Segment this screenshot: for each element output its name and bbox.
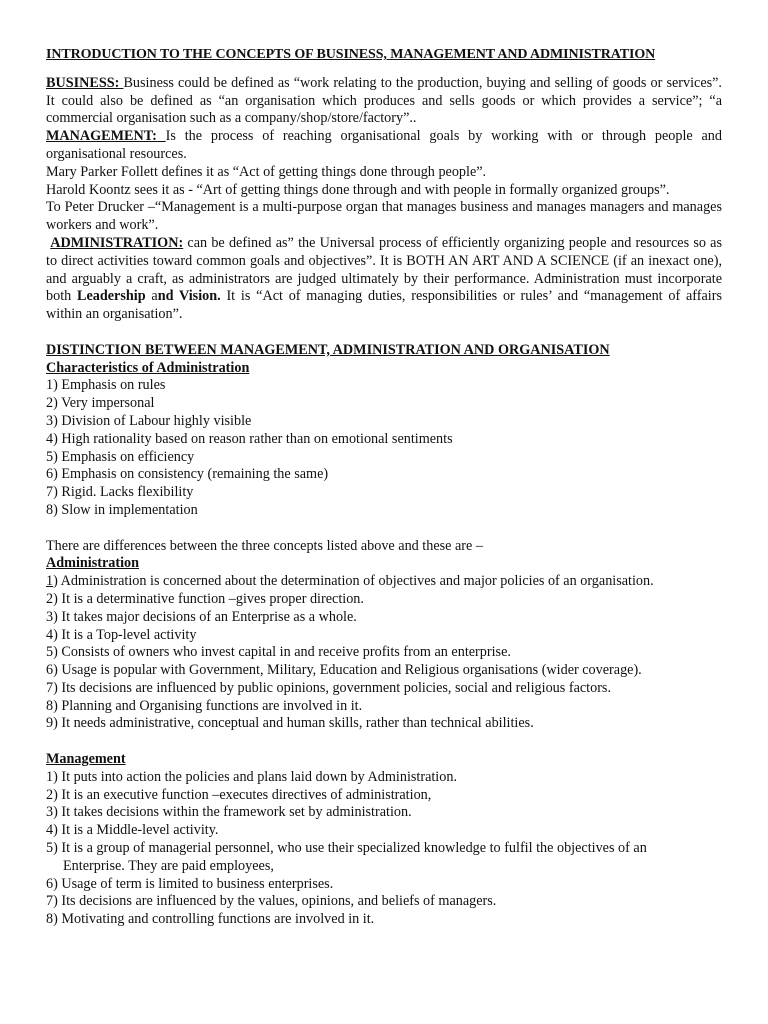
distinction-heading: DISTINCTION BETWEEN MANAGEMENT, ADMINISTRATION AND ORGANISATION xyxy=(46,341,610,358)
list-item: 3) It takes major decisions of an Enterprise as a whole. xyxy=(46,608,357,625)
list-item: 4) It is a Top-level activity xyxy=(46,626,197,643)
drucker-quote: To Peter Drucker –“Management is a multi-purpose organ that manages business and manages managers and manages workers and work”. xyxy=(46,199,722,234)
administration-list xyxy=(46,573,722,733)
management-definition: Is the process of reaching organisational goals by working with or through people and organisational resources. xyxy=(46,128,722,162)
list-item xyxy=(46,573,722,591)
management-term: MANAGEMENT: xyxy=(46,128,166,145)
characteristics-list xyxy=(46,377,722,519)
first-item-text: ) Administration is concerned about the determination of objectives and major policies of an organisation. xyxy=(53,573,654,590)
and-nd: nd xyxy=(157,288,180,305)
list-item: 1) Emphasis on rules xyxy=(46,377,166,394)
list-item: 6) Usage is popular with Government, Military, Education and Religious organisations (wider coverage). xyxy=(46,662,642,679)
list-item: 5) Consists of owners who invest capital in and receive profits from an enterprise. xyxy=(46,644,511,661)
list-item: 6) Usage of term is limited to business enterprises. xyxy=(46,875,334,892)
list-item: 3) Division of Labour highly visible xyxy=(46,412,252,429)
vision-word: Vision. xyxy=(179,288,221,305)
list-item: 3) It takes decisions within the framework set by administration. xyxy=(46,804,412,821)
administration-text-1: can be defined as” the Universal process of efficiently organizing people and resources so as to direct activities toward common goals and objectives”. It is BOTH AN ART AND A SCIENCE (if an inexact one), and arguably a craft, as administrators are judged ultimately by their performance. Administration must incorporate both xyxy=(46,234,722,305)
management-paragraph xyxy=(46,128,722,164)
and-a: a xyxy=(145,288,158,305)
first-item-number: 1 xyxy=(46,573,54,590)
follett-quote: Mary Parker Follett defines it as “Act of getting things done through people”. xyxy=(46,163,487,180)
differences-intro: There are differences between the three concepts listed above and these are – xyxy=(46,537,483,554)
characteristics-subheading: Characteristics of Administration xyxy=(46,359,250,376)
list-item: 2) It is an executive function –executes directives of administration, xyxy=(46,786,432,803)
list-item: 8) Motivating and controlling functions are involved in it. xyxy=(46,911,375,928)
administration-text-2: It is “Act of managing duties, responsibilities or rules’ and “management of affairs within an organisation”. xyxy=(46,288,722,323)
list-item: 7) Its decisions are influenced by public opinions, government policies, social and religious factors. xyxy=(46,679,611,696)
administration-list-heading: Administration xyxy=(46,555,140,572)
list-item: 7) Rigid. Lacks flexibility xyxy=(46,484,194,501)
list-item: 7) Its decisions are influenced by the values, opinions, and beliefs of managers. xyxy=(46,893,497,910)
leadership-word: Leadership xyxy=(77,288,146,305)
list-item: 1) It puts into action the policies and plans laid down by Administration. xyxy=(46,768,457,785)
business-definition: Business could be defined as “work relating to the production, buying and selling of goods or services”. It could also be defined as “an organisation which produces and sells goods or which provides a service”; “a commercial organisation such as a company/shop/store/factory”.. xyxy=(46,74,722,127)
list-item: 2) Very impersonal xyxy=(46,395,155,412)
list-item: 5) It is a group of managerial personnel, who use their specialized knowledge to fulfil the objectives of an xyxy=(46,840,647,857)
document-title: INTRODUCTION TO THE CONCEPTS OF BUSINESS, MANAGEMENT AND ADMINISTRATION xyxy=(46,47,656,62)
koontz-quote: Harold Koontz sees it as - “Art of getting things done through and with people in formally organized groups”. xyxy=(46,181,670,198)
list-item: 6) Emphasis on consistency (remaining the same) xyxy=(46,466,329,483)
management-list-heading: Management xyxy=(46,751,126,768)
administration-paragraph xyxy=(46,235,722,324)
list-item: 9) It needs administrative, conceptual and human skills, rather than technical abilities. xyxy=(46,715,534,732)
business-paragraph xyxy=(46,75,722,128)
list-item: 8) Slow in implementation xyxy=(46,501,198,518)
business-term: BUSINESS: xyxy=(46,74,124,91)
list-item: 2) It is a determinative function –gives proper direction. xyxy=(46,590,364,607)
administration-term: ADMINISTRATION: xyxy=(50,234,184,251)
list-item: 4) It is a Middle-level activity. xyxy=(46,822,219,839)
list-item: 4) High rationality based on reason rather than on emotional sentiments xyxy=(46,430,453,447)
management-list xyxy=(46,769,722,929)
list-item: 8) Planning and Organising functions are involved in it. xyxy=(46,697,363,714)
list-item-continuation: Enterprise. They are paid employees, xyxy=(63,857,274,874)
list-item: 5) Emphasis on efficiency xyxy=(46,448,195,465)
